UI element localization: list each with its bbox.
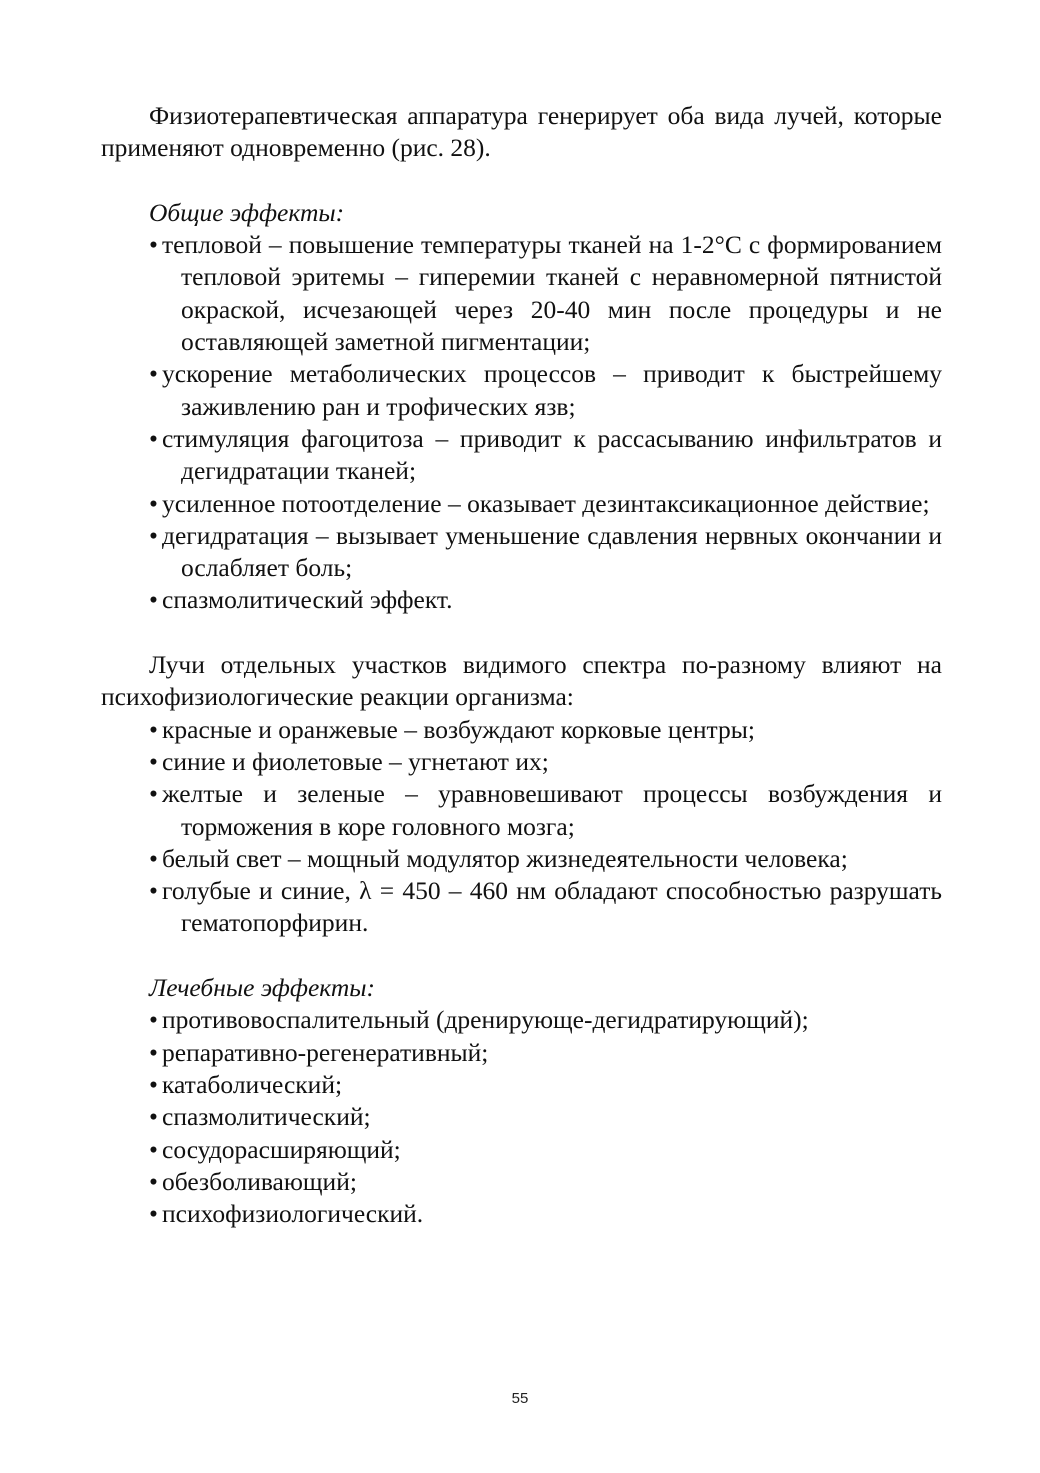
list-item-text: репаративно-регенеративный; [162, 1037, 489, 1067]
bullet-icon: • [149, 1199, 158, 1229]
bullet-icon: • [149, 423, 158, 453]
bullet-icon: • [149, 714, 158, 744]
page-number: 55 [511, 1390, 529, 1407]
list-item [149, 1198, 942, 1230]
bullet-icon: • [149, 520, 158, 550]
list-item-text: усиленное потоотделение – оказывает дезинтаксикационное действие; [162, 488, 930, 518]
list-item [149, 358, 942, 423]
bullet-icon: • [149, 876, 158, 906]
spectrum-list [101, 714, 942, 940]
list-item [149, 1101, 942, 1133]
bullet-icon: • [149, 488, 158, 518]
list-item-text: катаболический; [162, 1069, 343, 1099]
list-item [149, 746, 942, 778]
list-item-text: голубые и синие, λ = 450 – 460 нм обладают способностью разрушать гематопорфирин. [162, 876, 942, 938]
list-item-text: обезболивающий; [162, 1166, 357, 1196]
bullet-icon: • [149, 585, 158, 615]
list-item-text: дегидратация – вызывает уменьшение сдавления нервных окончании и ослабляет боль; [162, 520, 942, 583]
list-item [149, 1004, 942, 1036]
list-item-text: белый свет – мощный модулятор жизнедеятельности человека; [162, 843, 848, 873]
page-content [101, 100, 942, 1230]
therapeutic-effects-list [101, 1004, 942, 1230]
intro-paragraph: Физиотерапевтическая аппаратура генерирует оба вида лучей, которые применяют одновременно (рис. 28). [101, 101, 942, 163]
bullet-icon: • [149, 843, 158, 873]
list-item [149, 714, 942, 746]
list-item [149, 584, 942, 616]
list-item [149, 488, 942, 520]
list-item [149, 423, 942, 488]
list-item [149, 229, 942, 358]
list-item-text: тепловой – повышение температуры тканей на 1-2°С с формированием тепловой эритемы – гиперемии тканей с неравномерной пятнистой окраской, исчезающей через 20-40 мин после процедуры и не оставляющей заметной пигментации; [162, 230, 942, 357]
list-item [149, 1069, 942, 1101]
therapeutic-effects-heading: Лечебные эффекты: [149, 973, 376, 1003]
bullet-icon: • [149, 746, 158, 776]
list-item-text: желтые и зеленые – уравновешивают процессы возбуждения и торможения в коре головного мозга; [162, 779, 942, 841]
list-item-text: сосудорасширяющий; [162, 1134, 401, 1164]
bullet-icon: • [149, 359, 158, 389]
list-item [149, 778, 942, 843]
bullet-icon: • [149, 1134, 158, 1164]
bullet-icon: • [149, 230, 158, 260]
list-item-text: спазмолитический; [162, 1102, 371, 1132]
bullet-icon: • [149, 1005, 158, 1035]
list-item-text: противовоспалительный (дренирующе-дегидратирующий); [162, 1005, 809, 1035]
list-item-text: стимуляция фагоцитоза – приводит к рассасыванию инфильтратов и дегидратации тканей; [162, 423, 942, 486]
spectrum-paragraph: Лучи отдельных участков видимого спектра по-разному влияют на психофизиологические реакции организма: [101, 650, 942, 712]
general-effects-heading: Общие эффекты: [149, 197, 345, 227]
list-item-text: красные и оранжевые – возбуждают корковые центры; [162, 714, 755, 744]
list-item-text: ускорение метаболических процессов – приводит к быстрейшему заживлению ран и трофических язв; [162, 359, 942, 421]
bullet-icon: • [149, 1069, 158, 1099]
list-item [149, 1037, 942, 1069]
list-item [149, 875, 942, 940]
list-item-text: спазмолитический эффект. [162, 585, 453, 615]
general-effects-list [101, 229, 942, 617]
bullet-icon: • [149, 1037, 158, 1067]
bullet-icon: • [149, 1166, 158, 1196]
bullet-icon: • [149, 779, 158, 809]
bullet-icon: • [149, 1102, 158, 1132]
list-item [149, 843, 942, 875]
list-item-text: синие и фиолетовые – угнетают их; [162, 746, 549, 776]
list-item [149, 1166, 942, 1198]
list-item [149, 1134, 942, 1166]
list-item [149, 520, 942, 585]
list-item-text: психофизиологический. [162, 1199, 424, 1229]
